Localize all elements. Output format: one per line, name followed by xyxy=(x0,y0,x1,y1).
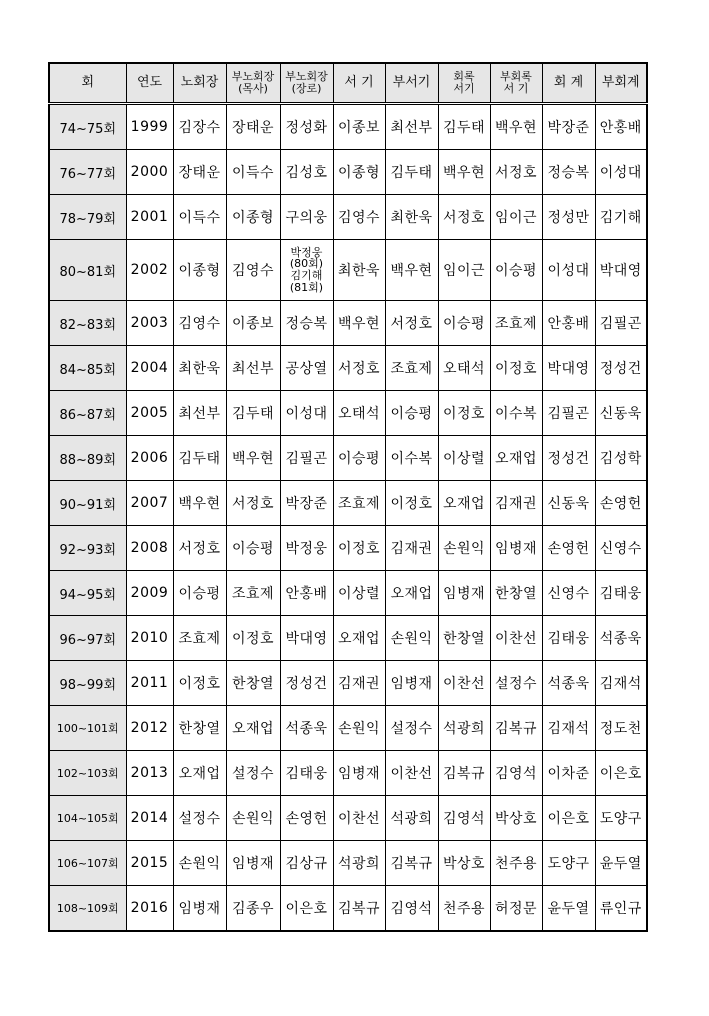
name-cell: 정성건 xyxy=(542,436,595,481)
name-cell: 이찬선 xyxy=(333,796,385,841)
name-cell: 신동욱 xyxy=(595,391,647,436)
table-row xyxy=(49,571,647,616)
term-cell: 76~77회 xyxy=(49,150,126,195)
name-cell: 박정웅 xyxy=(280,526,333,571)
name-cell: 김상규 xyxy=(280,841,333,886)
name-cell: 손원익 xyxy=(385,616,438,661)
name-cell: 김두태 xyxy=(385,150,438,195)
year-cell: 2001 xyxy=(126,195,173,240)
name-cell: 신영수 xyxy=(595,526,647,571)
name-cell: 백우현 xyxy=(226,436,280,481)
name-cell: 오재업 xyxy=(438,481,490,526)
multi-name-line: 박정웅 xyxy=(290,245,323,259)
name-cell: 임병재 xyxy=(438,571,490,616)
table-body xyxy=(49,104,647,932)
column-header: 부회계 xyxy=(595,63,647,104)
name-cell: 김영석 xyxy=(438,796,490,841)
name-cell: 오재업 xyxy=(490,436,542,481)
name-cell: 이정호 xyxy=(333,526,385,571)
name-cell: 한창열 xyxy=(438,616,490,661)
name-cell: 김두태 xyxy=(226,391,280,436)
name-cell: 김재석 xyxy=(542,706,595,751)
table-row xyxy=(49,886,647,932)
year-cell: 2015 xyxy=(126,841,173,886)
name-cell: 공상열 xyxy=(280,346,333,391)
name-cell: 손원익 xyxy=(438,526,490,571)
table-row xyxy=(49,195,647,240)
name-cell: 백우현 xyxy=(438,150,490,195)
name-cell: 이득수 xyxy=(226,150,280,195)
name-cell: 김재권 xyxy=(385,526,438,571)
column-header-sublabel: 서기 xyxy=(453,82,475,95)
name-cell: 박장준 xyxy=(280,481,333,526)
year-cell: 2003 xyxy=(126,301,173,346)
name-cell: 이종보 xyxy=(333,104,385,150)
name-cell: 정성화 xyxy=(280,104,333,150)
name-cell: 설정수 xyxy=(385,706,438,751)
year-cell: 2014 xyxy=(126,796,173,841)
name-cell: 임병재 xyxy=(333,751,385,796)
name-cell: 김필곤 xyxy=(542,391,595,436)
name-cell: 이성대 xyxy=(542,240,595,301)
table-row xyxy=(49,150,647,195)
name-cell: 김복규 xyxy=(333,886,385,932)
name-cell: 오태석 xyxy=(333,391,385,436)
year-cell: 2005 xyxy=(126,391,173,436)
name-cell: 손영헌 xyxy=(542,526,595,571)
name-cell: 박대영 xyxy=(542,346,595,391)
name-cell: 이승평 xyxy=(173,571,226,616)
term-cell: 94~95회 xyxy=(49,571,126,616)
name-cell: 설정수 xyxy=(226,751,280,796)
name-cell: 구의웅 xyxy=(280,195,333,240)
year-cell: 2016 xyxy=(126,886,173,932)
name-cell: 석종욱 xyxy=(542,661,595,706)
name-cell: 손원익 xyxy=(226,796,280,841)
name-cell: 류인규 xyxy=(595,886,647,932)
name-cell: 손원익 xyxy=(333,706,385,751)
name-cell: 도양구 xyxy=(595,796,647,841)
name-cell: 안홍배 xyxy=(542,301,595,346)
name-cell: 오재업 xyxy=(173,751,226,796)
name-cell: 이찬선 xyxy=(490,616,542,661)
table-row xyxy=(49,841,647,886)
table-row xyxy=(49,346,647,391)
name-cell: 오재업 xyxy=(385,571,438,616)
name-cell: 한창열 xyxy=(173,706,226,751)
name-cell: 박상호 xyxy=(490,796,542,841)
name-cell: 한창열 xyxy=(226,661,280,706)
name-cell: 최선부 xyxy=(385,104,438,150)
name-cell: 이성대 xyxy=(280,391,333,436)
name-cell: 설정수 xyxy=(173,796,226,841)
name-cell: 손영헌 xyxy=(595,481,647,526)
column-header-label: 부노회장 xyxy=(231,69,275,83)
name-cell: 손원익 xyxy=(173,841,226,886)
name-cell: 박대영 xyxy=(280,616,333,661)
name-cell: 김영수 xyxy=(226,240,280,301)
multi-name-line: (80회) xyxy=(289,257,324,271)
name-cell: 최선부 xyxy=(226,346,280,391)
name-cell: 김필곤 xyxy=(595,301,647,346)
term-cell: 98~99회 xyxy=(49,661,126,706)
term-cell: 86~87회 xyxy=(49,391,126,436)
year-cell: 2012 xyxy=(126,706,173,751)
name-cell: 석광희 xyxy=(385,796,438,841)
name-cell: 이상렬 xyxy=(333,571,385,616)
column-header-label: 부회록 xyxy=(500,69,532,83)
name-cell: 정성건 xyxy=(595,346,647,391)
name-cell: 정승복 xyxy=(280,301,333,346)
column-header: 부서기 xyxy=(385,63,438,104)
name-cell: 이차준 xyxy=(542,751,595,796)
name-cell: 정성건 xyxy=(280,661,333,706)
name-cell: 조효제 xyxy=(490,301,542,346)
name-cell: 김복규 xyxy=(438,751,490,796)
table-row xyxy=(49,796,647,841)
officer-roster-table xyxy=(48,62,648,932)
name-cell: 한창열 xyxy=(490,571,542,616)
term-cell: 100~101회 xyxy=(49,706,126,751)
name-cell: 허정문 xyxy=(490,886,542,932)
column-header: 연도 xyxy=(126,63,173,104)
term-cell: 80~81회 xyxy=(49,240,126,301)
name-cell: 이정호 xyxy=(490,346,542,391)
term-cell: 90~91회 xyxy=(49,481,126,526)
year-cell: 2010 xyxy=(126,616,173,661)
name-cell: 신영수 xyxy=(542,571,595,616)
column-header: 회 계 xyxy=(542,63,595,104)
year-cell: 2011 xyxy=(126,661,173,706)
name-cell: 서정호 xyxy=(333,346,385,391)
name-cell: 김재권 xyxy=(333,661,385,706)
column-header xyxy=(438,63,490,104)
year-cell: 2002 xyxy=(126,240,173,301)
term-cell: 84~85회 xyxy=(49,346,126,391)
name-cell: 김장수 xyxy=(173,104,226,150)
name-cell: 정도천 xyxy=(595,706,647,751)
name-cell: 김성호 xyxy=(280,150,333,195)
name-cell: 김영수 xyxy=(333,195,385,240)
name-cell: 이승평 xyxy=(385,391,438,436)
name-cell xyxy=(280,240,333,301)
term-cell: 78~79회 xyxy=(49,195,126,240)
term-cell: 104~105회 xyxy=(49,796,126,841)
table-row xyxy=(49,481,647,526)
name-cell: 이정호 xyxy=(385,481,438,526)
name-cell: 임이근 xyxy=(490,195,542,240)
table-row xyxy=(49,391,647,436)
year-cell: 2007 xyxy=(126,481,173,526)
name-cell: 이승평 xyxy=(226,526,280,571)
name-cell: 석광희 xyxy=(438,706,490,751)
name-cell: 김영석 xyxy=(385,886,438,932)
name-cell: 이정호 xyxy=(438,391,490,436)
name-cell: 김태웅 xyxy=(280,751,333,796)
name-cell: 김태웅 xyxy=(595,571,647,616)
name-cell: 김재권 xyxy=(490,481,542,526)
multi-name-line: 김기해 xyxy=(290,269,323,282)
name-cell: 김영수 xyxy=(173,301,226,346)
name-cell: 박대영 xyxy=(595,240,647,301)
name-cell: 조효제 xyxy=(173,616,226,661)
name-cell: 이은호 xyxy=(280,886,333,932)
column-header xyxy=(280,63,333,104)
name-cell: 임이근 xyxy=(438,240,490,301)
year-cell: 2009 xyxy=(126,571,173,616)
name-cell: 오태석 xyxy=(438,346,490,391)
table-row xyxy=(49,104,647,150)
name-cell: 이종형 xyxy=(226,195,280,240)
name-cell: 천주용 xyxy=(490,841,542,886)
name-cell: 석광희 xyxy=(333,841,385,886)
name-cell: 정성만 xyxy=(542,195,595,240)
name-cell: 최한욱 xyxy=(385,195,438,240)
name-cell: 이찬선 xyxy=(438,661,490,706)
name-cell: 오재업 xyxy=(333,616,385,661)
name-cell: 이득수 xyxy=(173,195,226,240)
name-cell: 이상렬 xyxy=(438,436,490,481)
name-cell: 이승평 xyxy=(333,436,385,481)
name-cell: 이성대 xyxy=(595,150,647,195)
name-cell: 장태운 xyxy=(226,104,280,150)
name-cell: 백우현 xyxy=(333,301,385,346)
table-row xyxy=(49,436,647,481)
multi-name-cell xyxy=(281,247,333,293)
year-cell: 1999 xyxy=(126,104,173,150)
name-cell: 김두태 xyxy=(173,436,226,481)
name-cell: 임병재 xyxy=(226,841,280,886)
table-row xyxy=(49,240,647,301)
term-cell: 88~89회 xyxy=(49,436,126,481)
table-row xyxy=(49,661,647,706)
name-cell: 최한욱 xyxy=(333,240,385,301)
name-cell: 백우현 xyxy=(385,240,438,301)
column-header: 회 xyxy=(49,63,126,104)
name-cell: 천주용 xyxy=(438,886,490,932)
column-header: 노회장 xyxy=(173,63,226,104)
name-cell: 이정호 xyxy=(173,661,226,706)
name-cell: 석종욱 xyxy=(280,706,333,751)
term-cell: 82~83회 xyxy=(49,301,126,346)
table-row xyxy=(49,751,647,796)
term-cell: 102~103회 xyxy=(49,751,126,796)
column-header xyxy=(490,63,542,104)
name-cell: 김영석 xyxy=(490,751,542,796)
name-cell: 서정호 xyxy=(438,195,490,240)
table-row xyxy=(49,706,647,751)
name-cell: 김두태 xyxy=(438,104,490,150)
table-row xyxy=(49,301,647,346)
name-cell: 서정호 xyxy=(385,301,438,346)
name-cell: 조효제 xyxy=(226,571,280,616)
name-cell: 박상호 xyxy=(438,841,490,886)
name-cell: 이승평 xyxy=(438,301,490,346)
name-cell: 이수복 xyxy=(385,436,438,481)
column-header: 서 기 xyxy=(333,63,385,104)
name-cell: 조효제 xyxy=(333,481,385,526)
column-header-label: 회록 xyxy=(453,69,475,83)
year-cell: 2013 xyxy=(126,751,173,796)
name-cell: 손영헌 xyxy=(280,796,333,841)
term-cell: 106~107회 xyxy=(49,841,126,886)
name-cell: 김종우 xyxy=(226,886,280,932)
term-cell: 96~97회 xyxy=(49,616,126,661)
name-cell: 최한욱 xyxy=(173,346,226,391)
name-cell: 이은호 xyxy=(595,751,647,796)
name-cell: 백우현 xyxy=(490,104,542,150)
name-cell: 오재업 xyxy=(226,706,280,751)
multi-name-line: (81회) xyxy=(289,280,324,294)
term-cell: 108~109회 xyxy=(49,886,126,932)
name-cell: 신동욱 xyxy=(542,481,595,526)
name-cell: 윤두열 xyxy=(595,841,647,886)
name-cell: 김성학 xyxy=(595,436,647,481)
name-cell: 정승복 xyxy=(542,150,595,195)
name-cell: 안홍배 xyxy=(595,104,647,150)
name-cell: 임병재 xyxy=(385,661,438,706)
year-cell: 2008 xyxy=(126,526,173,571)
header-row xyxy=(49,63,647,104)
name-cell: 도양구 xyxy=(542,841,595,886)
name-cell: 이종형 xyxy=(333,150,385,195)
table-row xyxy=(49,526,647,571)
year-cell: 2006 xyxy=(126,436,173,481)
year-cell: 2000 xyxy=(126,150,173,195)
term-cell: 74~75회 xyxy=(49,104,126,150)
name-cell: 이종형 xyxy=(173,240,226,301)
name-cell: 서정호 xyxy=(226,481,280,526)
name-cell: 서정호 xyxy=(490,150,542,195)
name-cell: 서정호 xyxy=(173,526,226,571)
name-cell: 석종욱 xyxy=(595,616,647,661)
name-cell: 안홍배 xyxy=(280,571,333,616)
name-cell: 장태운 xyxy=(173,150,226,195)
name-cell: 이승평 xyxy=(490,240,542,301)
name-cell: 김필곤 xyxy=(280,436,333,481)
name-cell: 김복규 xyxy=(385,841,438,886)
name-cell: 이수복 xyxy=(490,391,542,436)
name-cell: 임병재 xyxy=(173,886,226,932)
name-cell: 이은호 xyxy=(542,796,595,841)
name-cell: 이종보 xyxy=(226,301,280,346)
name-cell: 임병재 xyxy=(490,526,542,571)
column-header xyxy=(226,63,280,104)
name-cell: 박장준 xyxy=(542,104,595,150)
name-cell: 김복규 xyxy=(490,706,542,751)
column-header-sublabel: (장로) xyxy=(291,82,322,95)
year-cell: 2004 xyxy=(126,346,173,391)
column-header-label: 부노회장 xyxy=(285,69,328,83)
name-cell: 이정호 xyxy=(226,616,280,661)
name-cell: 이찬선 xyxy=(385,751,438,796)
name-cell: 백우현 xyxy=(173,481,226,526)
name-cell: 최선부 xyxy=(173,391,226,436)
name-cell: 김재석 xyxy=(595,661,647,706)
name-cell: 김기해 xyxy=(595,195,647,240)
column-header-sublabel: 서 기 xyxy=(503,82,529,95)
table-row xyxy=(49,616,647,661)
column-header-sublabel: (목사) xyxy=(238,82,268,95)
name-cell: 김태웅 xyxy=(542,616,595,661)
name-cell: 윤두열 xyxy=(542,886,595,932)
name-cell: 설정수 xyxy=(490,661,542,706)
name-cell: 조효제 xyxy=(385,346,438,391)
term-cell: 92~93회 xyxy=(49,526,126,571)
